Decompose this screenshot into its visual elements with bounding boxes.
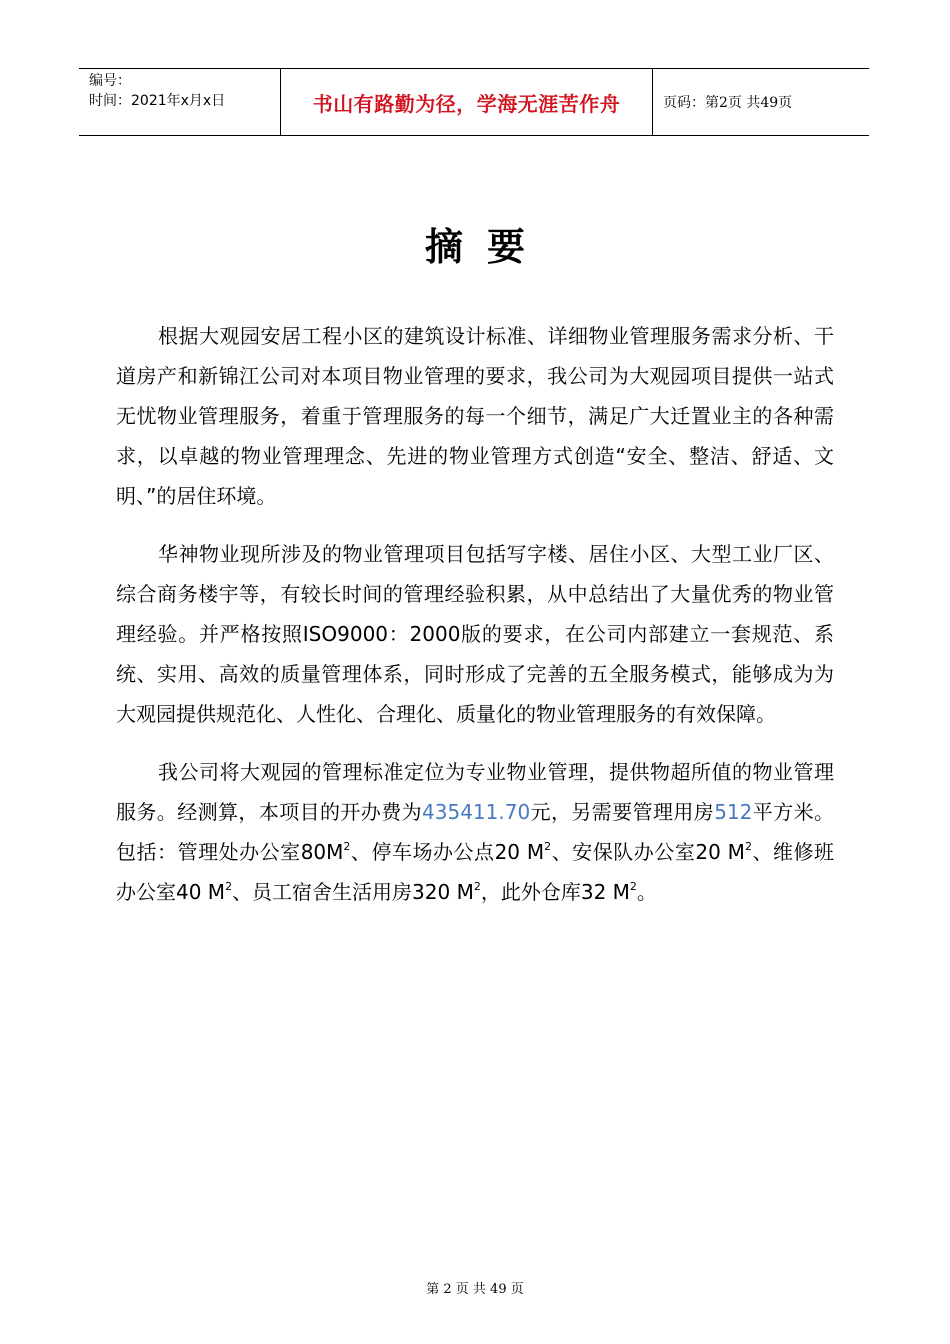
p3-text-2: 元，另需要管理用房: [530, 800, 715, 824]
paragraph-2: 华神物业现所涉及的物业管理项目包括写字楼、居住小区、大型工业厂区、综合商务楼宇等，有较长时间的管理经验积累，从中总结出了大量优秀的物业管理经验。并严格按照ISO9000：2000版的要求，在公司内部建立一套规范、系统、实用、高效的质量管理体系，同时形成了完善的五全服务模式，能够成为为大观园提供规范化、人性化、合理化、质量化的物业管理服务的有效保障。: [116, 542, 834, 726]
paragraph-3: [116, 752, 834, 912]
area-value: 512: [714, 800, 753, 824]
motto-text: 书山有路勤为径，学海无涯苦作舟: [312, 91, 621, 116]
superscript: 2: [744, 840, 752, 853]
superscript: 2: [544, 840, 552, 853]
p3-text-5: 、安保队办公室20 M: [551, 840, 745, 864]
p3-text-1: 我公司将大观园的管理标准定位为专业物业管理，提供物超所值的物业管理服务。经测算，本项目的开办费为: [116, 760, 834, 824]
superscript: 2: [225, 880, 233, 893]
p3-text-3: 平方米。包括：管理处办公室80M: [116, 800, 835, 864]
p3-text-8: ，此外仓库32 M: [480, 880, 630, 904]
header-page-cell: [653, 69, 869, 135]
p3-text-4: 、停车场办公点20 M: [350, 840, 545, 864]
time-label: 时间：2021年x月x日: [89, 93, 226, 109]
superscript: 2: [343, 840, 351, 853]
page-label: 页码：第2页 共49页: [663, 95, 793, 111]
p3-text-6: 、维修班办公室40 M: [116, 840, 835, 904]
superscript: 2: [629, 880, 637, 893]
p3-text-7: 、员工宿舍生活用房320 M: [232, 880, 474, 904]
paragraph-1: 根据大观园安居工程小区的建筑设计标准、详细物业管理服务需求分析、干道房产和新锦江公司对本项目物业管理的要求，我公司为大观园项目提供一站式无忧物业管理服务，着重于管理服务的每一个细节，满足广大迁置业主的各种需求，以卓越的物业管理理念、先进的物业管理方式创造“安全、整洁、舒适、文明、”的居住环境。: [116, 324, 834, 508]
page-footer: 第 2 页 共 49 页: [426, 1282, 524, 1297]
code-label: 编号：: [89, 73, 131, 89]
p3-text-9: 。: [636, 880, 657, 904]
document-body: [116, 316, 834, 930]
header-motto-cell: [281, 69, 653, 135]
opening-fee-value: 435411.70: [422, 800, 531, 824]
page-title: 摘要: [424, 225, 549, 269]
header-meta: [79, 69, 281, 135]
document-header: [79, 68, 869, 136]
superscript: 2: [473, 880, 481, 893]
